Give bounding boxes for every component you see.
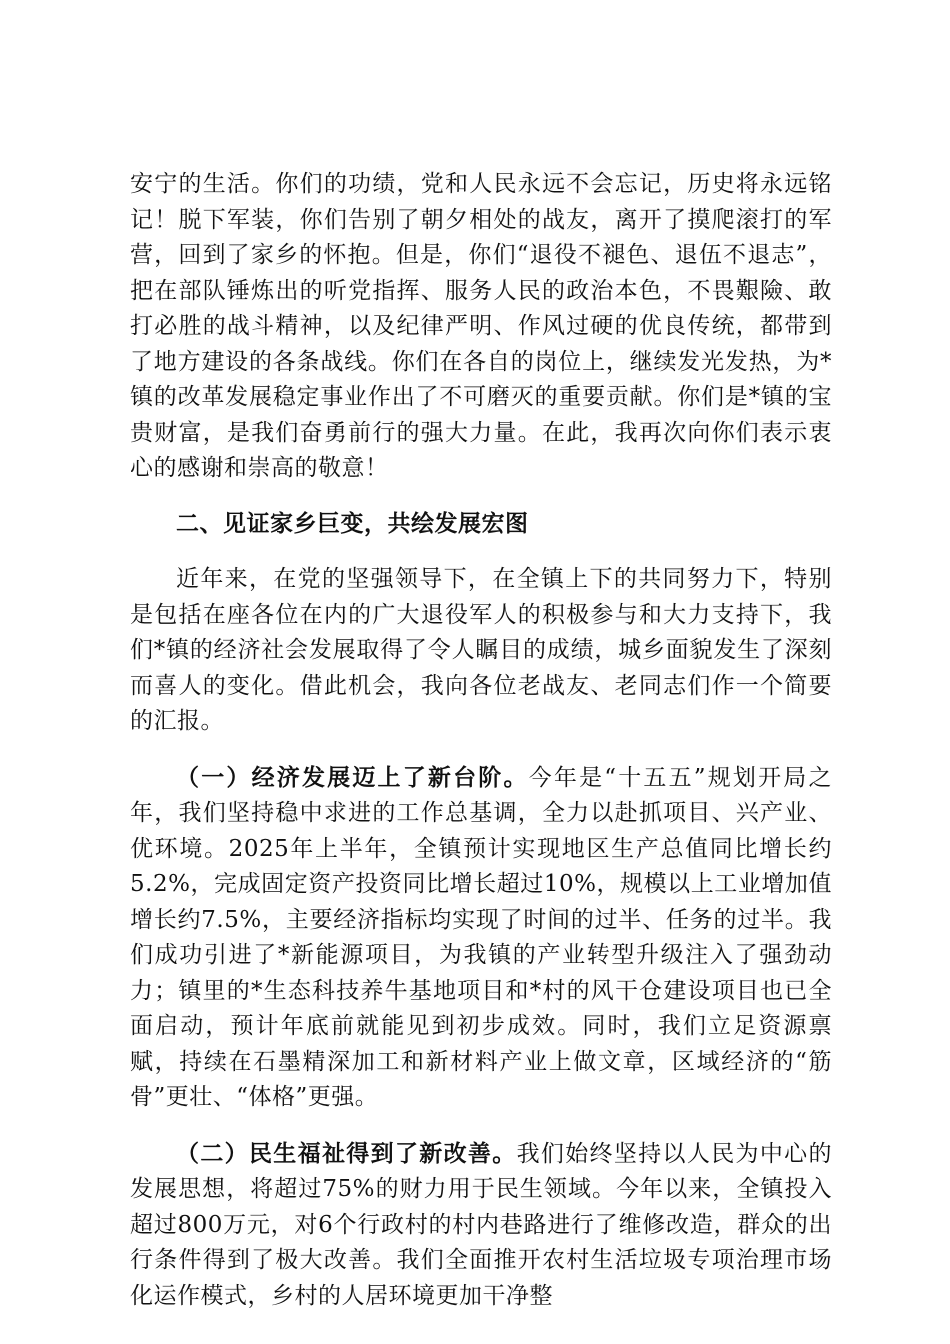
paragraph-economy (130, 760, 832, 1116)
paragraph-text: 今年是“十五五”规划开局之年，我们坚持稳中求进的工作总基调，全力以赴抓项目、兴产业、优环境。2025年上半年，全镇预计实现地区生产总值同比增长约5.2%，完成固定资产投资同比增长超过10%，规模以上工业增加值增长约7.5%，主要经济指标均实现了时间的过半、任务的过半。我们成功引进了*新能源项目，为我镇的产业转型升级注入了强劲动力；镇里的*生态科技养牛基地项目和*村的风干仓建设项目也已全面启动，预计年底前就能见到初步成效。同时，我们立足资源禀赋，持续在石墨精深加工和新材料产业上做文章，区域经济的“筋骨”更壮、“体格”更强。 (130, 764, 832, 1110)
paragraph-lead: （一）经济发展迈上了新台阶。 (176, 763, 529, 791)
section-heading (130, 507, 832, 543)
paragraph-text: 我们始终坚持以人民为中心的发展思想，将超过75%的财力用于民生领域。今年以来，全镇投入超过800万元，对6个行政村的村内巷路进行了维修改造，群众的出行条件得到了极大改善。我们全面推开农村生活垃圾专项治理市场化运作模式，乡村的人居环境更加干净整 (130, 1140, 833, 1309)
paragraph-tribute (130, 167, 832, 487)
paragraph-text: 近年来，在党的坚强领导下，在全镇上下的共同努力下，特别是包括在座各位在内的广大退役军人的积极参与和大力支持下，我们*镇的经济社会发展取得了令人瞩目的成绩，城乡面貌发生了深刻而喜人的变化。借此机会，我向各位老战友、老同志们作一个简要的汇报。 (130, 566, 832, 734)
paragraph-lead: （二）民生福祉得到了新改善。 (176, 1139, 517, 1167)
document-body (130, 167, 832, 1334)
paragraph-livelihood (130, 1136, 832, 1315)
section-heading-text: 二、见证家乡巨变，共绘发展宏图 (176, 510, 529, 537)
paragraph-intro (130, 562, 832, 740)
paragraph-text: 安宁的生活。你们的功绩，党和人民永远不会忘记，历史将永远铭记！脱下军装，你们告别了朝夕相处的战友，离开了摸爬滚打的军营，回到了家乡的怀抱。但是，你们“退役不褪色、退伍不退志”，把在部队锤炼出的听党指挥、服务人民的政治本色，不畏艱險、敢打必胜的战斗精神，以及纪律严明、作风过硬的优良传统，都带到了地方建设的各条战线。你们在各自的岗位上，继续发光发热，为*镇的改革发展稳定事业作出了不可磨灭的重要贡献。你们是*镇的宝贵财富，是我们奋勇前行的强大力量。在此，我再次向你们表示衷心的感谢和崇高的敬意！ (130, 171, 832, 481)
